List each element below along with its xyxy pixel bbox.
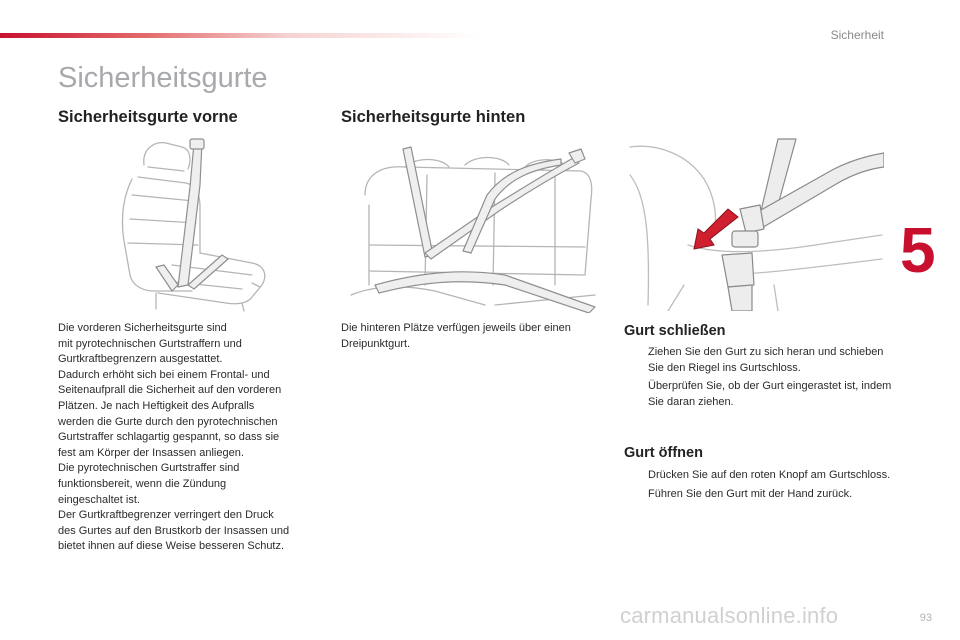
list-item bbox=[624, 487, 894, 503]
fasten-steps bbox=[624, 345, 894, 413]
watermark: carmanualsonline.info bbox=[620, 603, 839, 628]
text-line: bietet ihnen auf diese Weise besseren Schutz. bbox=[58, 540, 285, 553]
text-line: Gurtkraftbegrenzern ausgestattet. bbox=[58, 353, 223, 366]
text-line: Dreipunktgurt. bbox=[341, 337, 411, 350]
front-belts-text bbox=[58, 321, 328, 555]
step-text: Ziehen Sie den Gurt zu sich heran und schieben Sie den Riegel ins Gurtschloss. bbox=[648, 346, 884, 374]
text-line: Seitenaufprall die Sicherheit auf den vorderen bbox=[58, 384, 282, 397]
text-line: fest am Körper der Insassen anliegen. bbox=[58, 446, 244, 459]
chapter-number: 5 bbox=[900, 214, 936, 286]
text-line: Die vorderen Sicherheitsgurte sind bbox=[58, 322, 227, 334]
section-label: Sicherheit bbox=[830, 28, 884, 42]
text-line: mit pyrotechnischen Gurtstraffern und bbox=[58, 337, 242, 350]
step-text: Überprüfen Sie, ob der Gurt eingerastet ist, indem Sie daran ziehen. bbox=[648, 380, 892, 408]
rear-belts-text bbox=[341, 321, 611, 352]
list-item bbox=[624, 379, 894, 410]
text-line: eingeschaltet ist. bbox=[58, 493, 140, 506]
text-line: Plätzen. Je nach Heftigkeit des Aufpralls bbox=[58, 399, 255, 412]
step-text: Drücken Sie auf den roten Knopf am Gurtschloss. bbox=[648, 469, 891, 481]
text-line: des Gurtes auf den Brustkorb der Insassen und bbox=[58, 524, 290, 537]
page-number: 93 bbox=[919, 612, 932, 624]
list-item bbox=[624, 345, 894, 376]
unfasten-heading: Gurt öffnen bbox=[624, 445, 703, 461]
text-line: Der Gurtkraftbegrenzer verringert den Druck bbox=[58, 509, 274, 522]
front-belts-heading: Sicherheitsgurte vorne bbox=[58, 108, 238, 126]
text-line: Die hinteren Plätze verfügen jeweils über einen bbox=[341, 322, 571, 334]
text-line: funktionsbereit, wenn die Zündung bbox=[58, 477, 227, 490]
unfasten-steps bbox=[624, 468, 894, 505]
list-item bbox=[624, 468, 894, 484]
text-line: Gurtstraffer schlagartig gespannt, so dass sie bbox=[58, 431, 280, 444]
rear-seat-illustration bbox=[345, 135, 603, 313]
step-text: Führen Sie den Gurt mit der Hand zurück. bbox=[648, 487, 853, 500]
rear-belts-heading: Sicherheitsgurte hinten bbox=[341, 108, 526, 126]
text-line: Die pyrotechnischen Gurtstraffer sind bbox=[58, 462, 240, 475]
text-line: Dadurch erhöht sich bei einem Frontal- und bbox=[58, 368, 270, 381]
page-title: Sicherheitsgurte bbox=[58, 62, 268, 94]
text-line: werden die Gurte durch den pyrotechnischen bbox=[58, 415, 278, 428]
buckle-illustration bbox=[628, 135, 884, 311]
fasten-heading: Gurt schließen bbox=[624, 323, 726, 339]
front-seat-illustration bbox=[102, 135, 280, 313]
header-accent-bar bbox=[0, 33, 480, 38]
